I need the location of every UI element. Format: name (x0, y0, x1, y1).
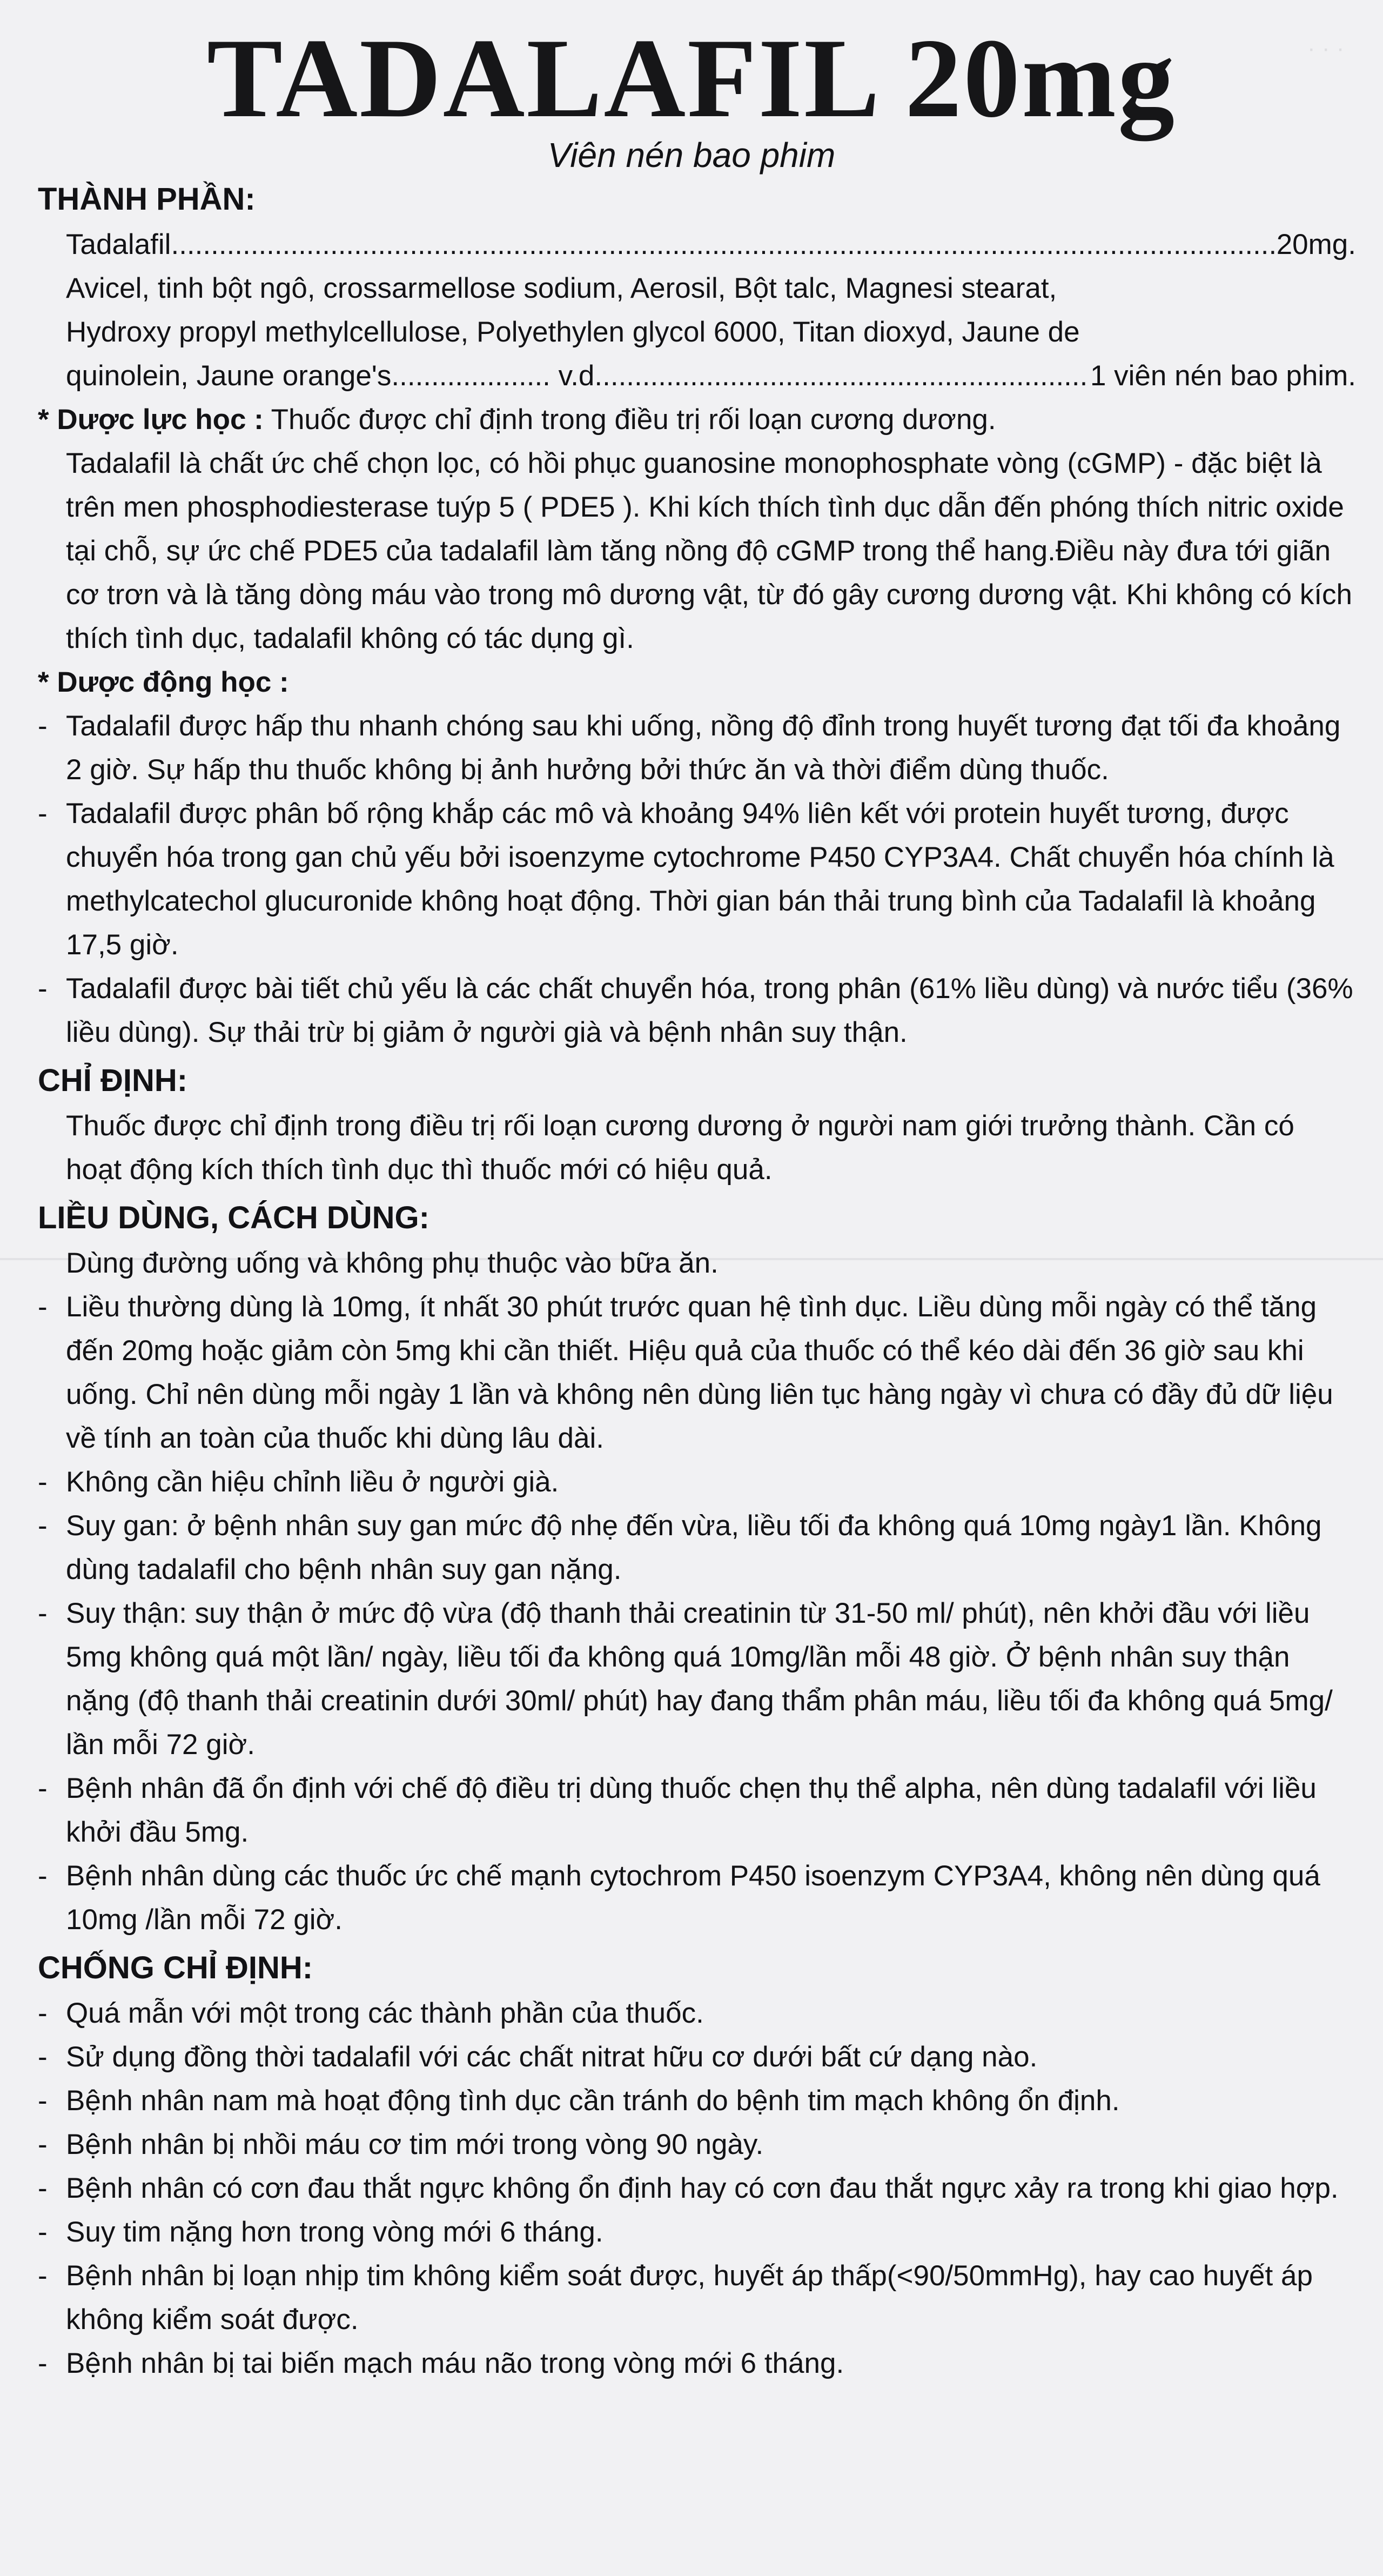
product-title: TADALAFIL 20mg (206, 16, 1177, 141)
excipients-line-2: Hydroxy propyl methylcellulose, Polyethylen glycol 6000, Titan dioxyd, Jaune de (66, 316, 1080, 348)
excipients-line-1: Avicel, tinh bột ngô, crossarmellose sodium, Aerosil, Bột talc, Magnesi stearat, (66, 272, 1057, 304)
excipients-line-3-start: quinolein, Jaune orange's.................... v.d (66, 360, 595, 392)
dosage-intro: Dùng đường uống và không phụ thuộc vào bữa ăn. (66, 1247, 719, 1279)
composition-active-line (38, 223, 1356, 266)
pharmacodynamics-section (38, 398, 1356, 441)
list-item: - Bệnh nhân đã ổn định với chế độ điều trị dùng thuốc chẹn thụ thể alpha, nên dùng tadalafil với liều khởi đầu 5mg. (38, 1772, 1317, 1848)
pharmacodynamics-lead: Thuốc được chỉ định trong điều trị rối loạn cương dương. (263, 404, 996, 436)
list-item: - Bệnh nhân có cơn đau thắt ngực không ổn định hay có cơn đau thắt ngực xảy ra trong khi giao hợp. (38, 2172, 1339, 2204)
list-item: - Quá mẫn với một trong các thành phần của thuốc. (38, 1997, 704, 2029)
list-item: - Bệnh nhân dùng các thuốc ức chế mạnh cytochrom P450 isoenzym CYP3A4, không nên dùng quá 10mg /lần mỗi 72 giờ. (38, 1860, 1320, 1936)
list-item: - Bệnh nhân bị loạn nhịp tim không kiểm soát được, huyết áp thấp(<90/50mmHg), hay cao huyết áp không kiểm soát được. (38, 2260, 1313, 2336)
pharmacodynamics-body: Tadalafil là chất ức chế chọn lọc, có hồi phục guanosine monophosphate vòng (cGMP) - đặc biệt là trên men phosphodiesterase tuýp 5 ( PDE5 ). Khi kích thích tình dục dẫn đến phóng thích nitric oxide tại chỗ, sự ức chế PDE5 của tadalafil làm tăng nồng độ cGMP trong thể hang.Điều này đưa tới giãn cơ trơn và là tăng dòng máu vào trong mô dương vật, từ đó gây cương dương vật. Khi không có kích thích tình dục, tadalafil không có tác dụng gì. (66, 447, 1353, 654)
leaflet-content (38, 173, 1356, 2385)
list-item: - Tadalafil được bài tiết chủ yếu là các chất chuyển hóa, trong phân (61% liều dùng) và nước tiểu (36% liều dùng). Sự thải trừ bị giảm ở người già và bệnh nhân suy thận. (38, 973, 1353, 1048)
list-item: - Liều thường dùng là 10mg, ít nhất 30 phút trước quan hệ tình dục. Liều dùng mỗi ngày có thể tăng đến 20mg hoặc giảm còn 5mg khi cần thiết. Hiệu quả của thuốc có thể kéo dài đến 36 giờ sau khi uống. Chỉ nên dùng mỗi ngày 1 lần và không nên dùng liên tục hàng ngày vì chưa có đầy đủ dữ liệu về tính an toàn của thuốc khi dùng lâu dài. (38, 1291, 1333, 1454)
active-ingredient-amount: 20mg. (1276, 229, 1356, 260)
list-item: - Bệnh nhân nam mà hoạt động tình dục cần tránh do bệnh tim mạch không ổn định. (38, 2085, 1120, 2117)
pharmacokinetics-heading: * Dược động học : (38, 666, 289, 698)
dot-leader (171, 223, 1276, 266)
list-item: - Suy thận: suy thận ở mức độ vừa (độ thanh thải creatinin từ 31-50 ml/ phút), nên khởi đầu với liều 5mg không quá một lần/ ngày, liều tối đa không quá 10mg/lần mỗi 48 giờ. Ở bệnh nhân suy thận nặng (độ thanh thải creatinin dưới 30ml/ phút) hay đang thẩm phân máu, liều tối đa không quá 5mg/ lần mỗi 72 giờ. (38, 1597, 1333, 1761)
indications-heading: CHỈ ĐỊNH: (38, 1063, 188, 1098)
contraindications-heading: CHỐNG CHỈ ĐỊNH: (38, 1950, 313, 1985)
indications-body: Thuốc được chỉ định trong điều trị rối loạn cương dương ở người nam giới trưởng thành. Cần có hoạt động kích thích tình dục thì thuốc mới có hiệu quả. (66, 1110, 1294, 1186)
product-subtitle: Viên nén bao phim (547, 136, 836, 175)
excipients-line-3-end: 1 viên nén bao phim. (1090, 360, 1356, 392)
list-item: - Tadalafil được hấp thu nhanh chóng sau khi uống, nồng độ đỉnh trong huyết tương đạt tối đa khoảng 2 giờ. Sự hấp thu thuốc không bị ảnh hưởng bởi thức ăn và thời điểm dùng thuốc. (38, 710, 1341, 786)
dot-leader (594, 354, 1090, 398)
list-item: - Sử dụng đồng thời tadalafil với các chất nitrat hữu cơ dưới bất cứ dạng nào. (38, 2041, 1038, 2073)
composition-heading: THÀNH PHẦN: (38, 182, 256, 217)
list-item: - Không cần hiệu chỉnh liều ở người già. (38, 1466, 559, 1498)
show-through-text: · · · (1307, 35, 1345, 62)
list-item: - Bệnh nhân bị nhồi máu cơ tim mới trong vòng 90 ngày. (38, 2129, 764, 2160)
active-ingredient-name: Tadalafil (66, 229, 171, 260)
list-item: - Tadalafil được phân bố rộng khắp các mô và khoảng 94% liên kết với protein huyết tương, được chuyển hóa trong gan chủ yếu bởi isoenzyme cytochrome P450 CYP3A4. Chất chuyển hóa chính là methylcatechol glucuronide không hoạt động. Thời gian bán thải trung bình của Tadalafil là khoảng 17,5 giờ. (38, 798, 1334, 961)
dosage-heading: LIỀU DÙNG, CÁCH DÙNG: (38, 1200, 429, 1235)
list-item: - Bệnh nhân bị tai biến mạch máu não trong vòng mới 6 tháng. (38, 2347, 844, 2379)
excipients-line-3 (38, 354, 1356, 398)
list-item: - Suy tim nặng hơn trong vòng mới 6 tháng. (38, 2216, 603, 2248)
list-item: - Suy gan: ở bệnh nhân suy gan mức độ nhẹ đến vừa, liều tối đa không quá 10mg ngày1 lần. Không dùng tadalafil cho bệnh nhân suy gan nặng. (38, 1510, 1322, 1585)
pharmacodynamics-heading: * Dược lực học : (38, 404, 264, 436)
